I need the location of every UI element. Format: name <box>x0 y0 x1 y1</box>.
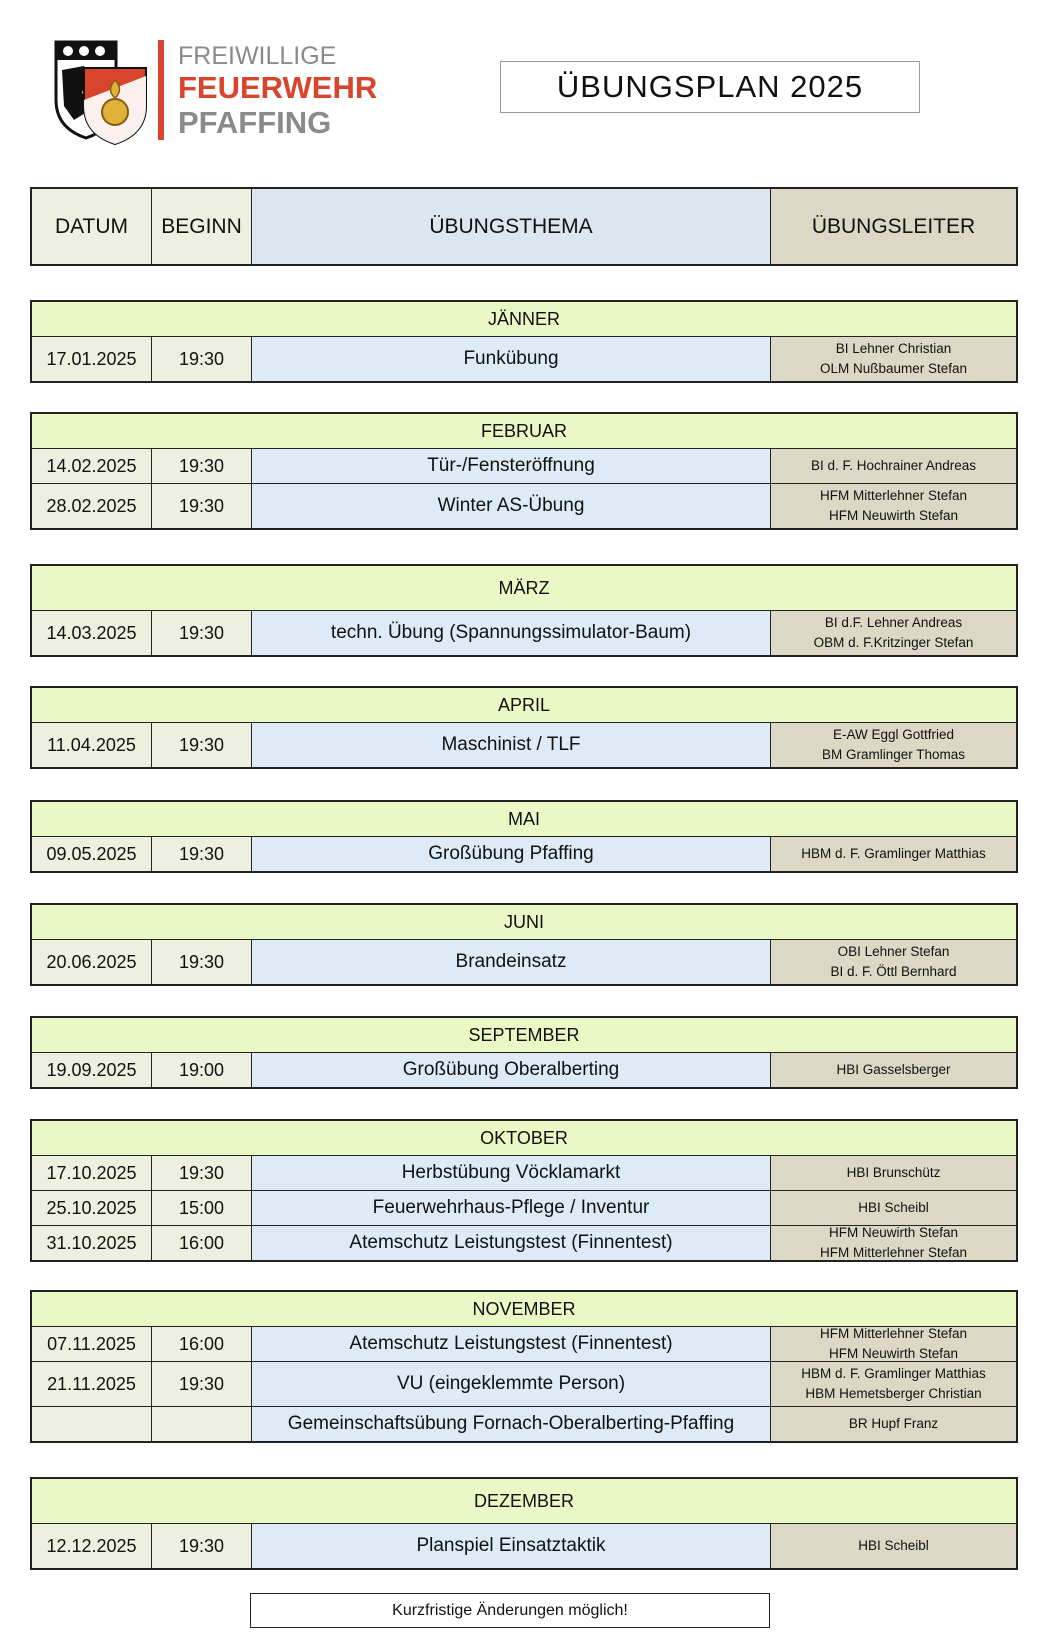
month-heading: NOVEMBER <box>32 1292 1016 1327</box>
topic-cell: Maschinist / TLF <box>252 723 771 767</box>
month-block <box>30 300 1018 383</box>
leader-name: BI d. F. Öttl Bernhard <box>830 964 957 979</box>
date-cell: 17.01.2025 <box>32 337 152 381</box>
topic-cell: Planspiel Einsatztaktik <box>252 1524 771 1568</box>
month-heading: SEPTEMBER <box>32 1018 1016 1053</box>
month-heading: MAI <box>32 802 1016 837</box>
topic-cell: Großübung Oberalberting <box>252 1053 771 1087</box>
month-block <box>30 564 1018 657</box>
column-header-leader: ÜBUNGSLEITER <box>771 189 1016 264</box>
date-cell: 14.03.2025 <box>32 611 152 655</box>
leader-name: HBI Scheibl <box>858 1538 929 1553</box>
column-header-date: DATUM <box>32 189 152 264</box>
leader-cell <box>771 1362 1016 1406</box>
date-cell: 09.05.2025 <box>32 837 152 871</box>
leader-name: OLM Nußbaumer Stefan <box>819 361 968 376</box>
topic-cell: Gemeinschaftsübung Fornach-Oberalberting-Pfaffing <box>252 1407 771 1441</box>
leader-name: HBM d. F. Gramlinger Matthias <box>801 1366 986 1381</box>
leader-name: HBM Hemetsberger Christian <box>805 1386 982 1401</box>
logo-line-1: FREIWILLIGE <box>178 42 337 70</box>
table-row <box>32 723 1016 767</box>
month-block <box>30 1119 1018 1262</box>
month-heading: JÄNNER <box>32 302 1016 337</box>
table-row <box>32 1191 1016 1226</box>
page-title: ÜBUNGSPLAN 2025 <box>500 61 920 113</box>
page-header <box>0 0 1046 170</box>
leader-name: HBM d. F. Gramlinger Matthias <box>801 846 986 861</box>
time-cell: 19:30 <box>152 723 252 767</box>
topic-cell: Großübung Pfaffing <box>252 837 771 871</box>
month-heading: APRIL <box>32 688 1016 723</box>
column-header-topic: ÜBUNGSTHEMA <box>252 189 771 264</box>
table-row <box>32 837 1016 871</box>
table-row <box>32 940 1016 984</box>
month-block <box>30 412 1018 530</box>
time-cell: 19:30 <box>152 1156 252 1190</box>
topic-cell: Atemschutz Leistungstest (Finnentest) <box>252 1226 771 1260</box>
date-cell: 28.02.2025 <box>32 484 152 528</box>
table-row <box>32 449 1016 484</box>
leader-cell <box>771 1407 1016 1441</box>
leader-cell <box>771 940 1016 984</box>
leader-name: BI d.F. Lehner Andreas <box>824 615 963 630</box>
date-cell: 14.02.2025 <box>32 449 152 483</box>
month-block <box>30 903 1018 986</box>
time-cell: 19:30 <box>152 611 252 655</box>
leader-name: HBI Scheibl <box>858 1200 929 1215</box>
leader-name: OBM d. F.Kritzinger Stefan <box>813 635 974 650</box>
time-cell: 19:30 <box>152 940 252 984</box>
date-cell <box>32 1407 152 1441</box>
table-row <box>32 611 1016 655</box>
table-row <box>32 1362 1016 1407</box>
date-cell: 17.10.2025 <box>32 1156 152 1190</box>
table-row <box>32 1327 1016 1362</box>
fire-brigade-logo <box>54 40 414 150</box>
leader-name: BI Lehner Christian <box>835 341 952 356</box>
leader-name: HFM Mitterlehner Stefan <box>819 1326 968 1341</box>
leader-cell <box>771 449 1016 483</box>
month-block <box>30 1016 1018 1089</box>
topic-cell: Feuerwehrhaus-Pflege / Inventur <box>252 1191 771 1225</box>
time-cell: 16:00 <box>152 1327 252 1361</box>
topic-cell: Winter AS-Übung <box>252 484 771 528</box>
leader-name: HFM Neuwirth Stefan <box>828 508 959 523</box>
date-cell: 12.12.2025 <box>32 1524 152 1568</box>
leader-cell <box>771 1156 1016 1190</box>
date-cell: 20.06.2025 <box>32 940 152 984</box>
leader-cell <box>771 611 1016 655</box>
leader-cell <box>771 837 1016 871</box>
topic-cell: Atemschutz Leistungstest (Finnentest) <box>252 1327 771 1361</box>
table-row <box>32 1407 1016 1441</box>
month-heading: DEZEMBER <box>32 1479 1016 1524</box>
table-row <box>32 484 1016 528</box>
time-cell: 16:00 <box>152 1226 252 1260</box>
topic-cell: Herbstübung Vöcklamarkt <box>252 1156 771 1190</box>
month-heading: MÄRZ <box>32 566 1016 611</box>
date-cell: 21.11.2025 <box>32 1362 152 1406</box>
table-row <box>32 1226 1016 1260</box>
logo-line-2: FEUERWEHR <box>178 70 378 105</box>
leader-cell <box>771 1053 1016 1087</box>
date-cell: 11.04.2025 <box>32 723 152 767</box>
date-cell: 19.09.2025 <box>32 1053 152 1087</box>
date-cell: 25.10.2025 <box>32 1191 152 1225</box>
logo-line-3: PFAFFING <box>178 105 332 140</box>
table-row <box>32 1156 1016 1191</box>
time-cell <box>152 1407 252 1441</box>
time-cell: 19:30 <box>152 1362 252 1406</box>
column-header-row <box>30 187 1018 266</box>
time-cell: 19:30 <box>152 449 252 483</box>
leader-name: HBI Gasselsberger <box>836 1062 951 1077</box>
leader-name: HBI Brunschütz <box>846 1165 941 1180</box>
month-heading: OKTOBER <box>32 1121 1016 1156</box>
leader-cell <box>771 1191 1016 1225</box>
leader-name: BR Hupf Franz <box>848 1416 939 1431</box>
month-block <box>30 686 1018 769</box>
leader-name: BM Gramlinger Thomas <box>821 747 966 762</box>
column-header-time: BEGINN <box>152 189 252 264</box>
time-cell: 19:00 <box>152 1053 252 1087</box>
date-cell: 31.10.2025 <box>32 1226 152 1260</box>
table-row <box>32 337 1016 381</box>
time-cell: 19:30 <box>152 1524 252 1568</box>
month-block <box>30 1477 1018 1570</box>
topic-cell: Brandeinsatz <box>252 940 771 984</box>
footer-note: Kurzfristige Änderungen möglich! <box>250 1593 770 1628</box>
month-block <box>30 1290 1018 1443</box>
time-cell: 15:00 <box>152 1191 252 1225</box>
leader-cell <box>771 484 1016 528</box>
leader-name: HFM Mitterlehner Stefan <box>819 1245 968 1260</box>
leader-cell <box>771 1327 1016 1361</box>
month-heading: JUNI <box>32 905 1016 940</box>
table-row <box>32 1053 1016 1087</box>
time-cell: 19:30 <box>152 837 252 871</box>
leader-cell <box>771 1524 1016 1568</box>
topic-cell: techn. Übung (Spannungssimulator-Baum) <box>252 611 771 655</box>
leader-name: HFM Mitterlehner Stefan <box>819 488 968 503</box>
topic-cell: Tür-/Fensteröffnung <box>252 449 771 483</box>
leader-name: HFM Neuwirth Stefan <box>828 1225 959 1240</box>
time-cell: 19:30 <box>152 337 252 381</box>
leader-cell <box>771 337 1016 381</box>
leader-name: HFM Neuwirth Stefan <box>828 1346 959 1361</box>
date-cell: 07.11.2025 <box>32 1327 152 1361</box>
topic-cell: VU (eingeklemmte Person) <box>252 1362 771 1406</box>
leader-name: E-AW Eggl Gottfried <box>832 727 955 742</box>
leader-cell <box>771 723 1016 767</box>
leader-name: OBI Lehner Stefan <box>837 944 950 959</box>
time-cell: 19:30 <box>152 484 252 528</box>
month-block <box>30 800 1018 873</box>
month-heading: FEBRUAR <box>32 414 1016 449</box>
table-row <box>32 1524 1016 1568</box>
leader-name: BI d. F. Hochrainer Andreas <box>810 458 977 473</box>
topic-cell: Funkübung <box>252 337 771 381</box>
leader-cell <box>771 1226 1016 1260</box>
